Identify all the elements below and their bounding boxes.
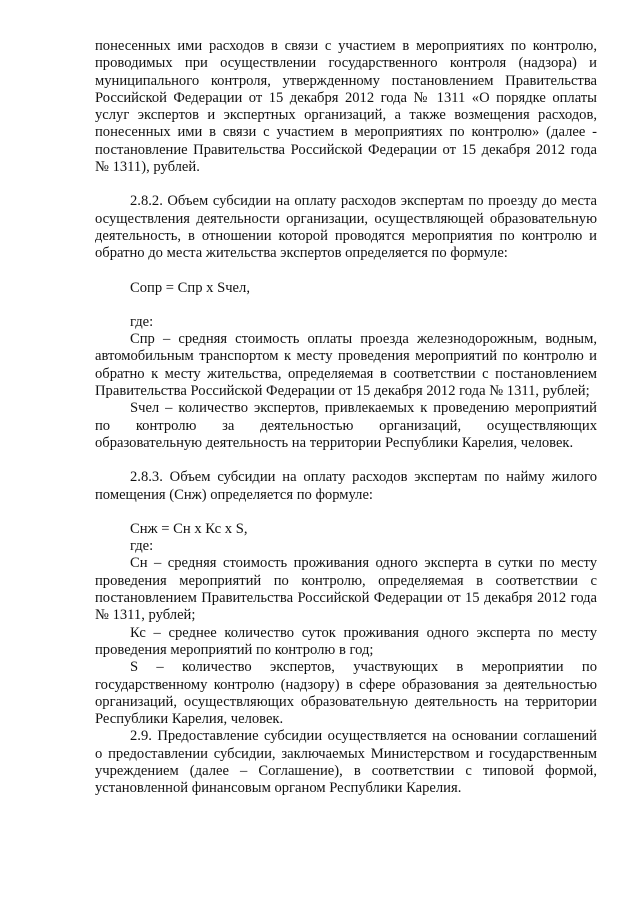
paragraph-2-8-2: 2.8.2. Объем субсидии на оплату расходов экспертам по проезду до места осуществления деятельности организации, осуществляющей образовательную деятельность, в отношении которой проводятся мероприятия по контролю и обратно до места жительства экспертов определяется по формуле:	[95, 193, 597, 262]
definition-ks: Кс – среднее количество суток проживания одного эксперта по месту проведения мероприятий по контролю в год;	[95, 624, 597, 658]
definition-spr: Спр – средняя стоимость оплаты проезда железнодорожным, водным, автомобильным транспортом к месту проведения мероприятий по контролю и обратно к месту жительства, определяемая в соответствии с постановлением Правительства Российской Федерации от 15 декабря 2012 года № 1311, рублей;	[95, 331, 597, 400]
formula-sopr: Сопр = Спр х Sчел,	[130, 279, 250, 296]
definition-sn: Сн – средняя стоимость проживания одного эксперта в сутки по месту проведения мероприятий по контролю, определяемая в соответствии с постановлением Правительства Российской Федерации от 15 декабря 2012 года № 1311, рублей;	[95, 555, 597, 624]
paragraph-2-9: 2.9. Предоставление субсидии осуществляется на основании соглашений о предоставлении субсидии, заключаемых Министерством и государственным учреждением (далее – Соглашение), в соответствии с типовой формой, установленной финансовым органом Республики Карелия.	[95, 728, 597, 797]
definition-schel: Sчел – количество экспертов, привлекаемых к проведению мероприятий по контролю за деятельностью организаций, осуществляющих образовательную деятельность на территории Республики Карелия, человек.	[95, 400, 597, 451]
definition-s: S – количество экспертов, участвующих в мероприятии по государственному контролю (надзору) в сфере образования за деятельностью организаций, осуществляющих образовательную деятельность на территории Республики Карелия, человек.	[95, 659, 597, 728]
paragraph-2-8-3: 2.8.3. Объем субсидии на оплату расходов экспертам по найму жилого помещения (Снж) определяется по формуле:	[95, 469, 597, 503]
where-label-1: где:	[130, 313, 154, 330]
formula-snzh: Снж = Сн х Кс х S,	[130, 520, 248, 537]
where-label-2: где:	[130, 538, 154, 555]
document-body	[95, 38, 597, 798]
paragraph-continuation: понесенных ими расходов в связи с участием в мероприятиях по контролю, проводимых при осуществлении государственного контроля (надзора) и муниципального контроля, утвержденному постановлением Правительства Российской Федерации от 15 декабря 2012 года № 1311 «О порядке оплаты услуг экспертов и экспертных организаций, а также возмещения расходов, понесенных ими в связи с участием в мероприятиях по контролю» (далее - постановление Правительства Российской Федерации от 15 декабря 2012 года № 1311), рублей.	[95, 38, 597, 176]
